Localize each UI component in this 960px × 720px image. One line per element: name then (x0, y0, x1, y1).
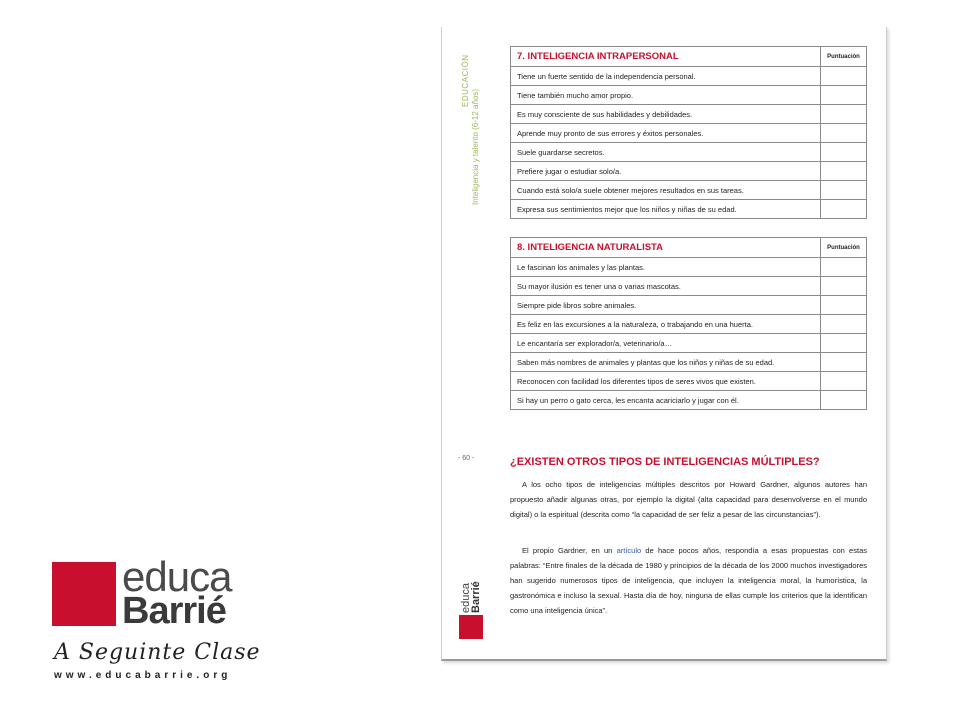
score-cell[interactable] (821, 296, 867, 315)
statement-cell: Es muy consciente de sus habilidades y debilidades. (511, 105, 821, 124)
score-cell[interactable] (821, 353, 867, 372)
table-row (511, 277, 867, 296)
statement-cell: Cuando está solo/a suele obtener mejores resultados en sus tareas. (511, 181, 821, 200)
paragraph (510, 477, 867, 522)
score-cell[interactable] (821, 277, 867, 296)
table-row (511, 181, 867, 200)
table-row (511, 315, 867, 334)
statement-cell: Aprende muy pronto de sus errores y éxitos personales. (511, 124, 821, 143)
statement-cell: Le encantaría ser explorador/a, veterinario/a… (511, 334, 821, 353)
score-cell[interactable] (821, 315, 867, 334)
score-cell[interactable] (821, 162, 867, 181)
statement-cell: Tiene también mucho amor propio. (511, 86, 821, 105)
educa-barrie-logo (52, 553, 261, 690)
table-row (511, 258, 867, 277)
website-url: www.educabarrie.org (54, 670, 232, 681)
table-row (511, 67, 867, 86)
statement-cell: Expresa sus sentimientos mejor que los niños y niñas de su edad. (511, 200, 821, 219)
statement-cell: Su mayor ilusión es tener una o varias mascotas. (511, 277, 821, 296)
page-number: - 60 - (458, 455, 475, 462)
score-cell[interactable] (821, 105, 867, 124)
score-cell[interactable] (821, 334, 867, 353)
paragraph-text: A los ocho tipos de inteligencias múltiples descritos por Howard Gardner, algunos autores han propuesto añadir algunas otras, por ejemplo la digital (alta capacidad para desenvolverse en el mundo digital) o la espiritual (descrita como “la capacidad de ser feliz a pesar de las circunstancias”). (510, 480, 867, 519)
side-label-education: EDUCACIÓN (461, 54, 470, 107)
statement-cell: Suele guardarse secretos. (511, 143, 821, 162)
table-row (511, 200, 867, 219)
score-cell[interactable] (821, 391, 867, 410)
table-row (511, 391, 867, 410)
section-heading: ¿EXISTEN OTROS TIPOS DE INTELIGENCIAS MÚLTIPLES? (510, 456, 820, 468)
document-page (441, 27, 887, 661)
logo-tagline: A Seguinte Clase (54, 640, 261, 665)
naturalist-table (510, 237, 867, 410)
statement-cell: Siempre pide libros sobre animales. (511, 296, 821, 315)
paragraph-text: El propio Gardner, en un (522, 546, 617, 555)
table-row (511, 143, 867, 162)
page-logo-wordmark: educa Barrié (460, 581, 482, 613)
statement-cell: Prefiere jugar o estudiar solo/a. (511, 162, 821, 181)
logo-red-square (52, 562, 116, 626)
score-column-header: Puntuación (821, 238, 867, 258)
score-cell[interactable] (821, 181, 867, 200)
paragraph (510, 543, 867, 618)
table-row (511, 372, 867, 391)
score-cell[interactable] (821, 143, 867, 162)
score-cell[interactable] (821, 372, 867, 391)
statement-cell: Si hay un perro o gato cerca, les encanta acariciarlo y jugar con él. (511, 391, 821, 410)
table-row (511, 353, 867, 372)
table-row (511, 124, 867, 143)
side-section-label (456, 47, 486, 217)
page-logo-square (459, 615, 483, 639)
score-column-header: Puntuación (821, 47, 867, 67)
statement-cell: Saben más nombres de animales y plantas que los niños y niñas de su edad. (511, 353, 821, 372)
logo-wordmark-educa: educa (122, 553, 232, 600)
paragraph-text: de hace pocos años, respondía a esas propuestas con estas palabras: “Entre finales de la década de 1980 y principios de la década de los 2000 muchos investigadores han sugerido numerosos tipos de inteligencia, que incluyen la inteligencia moral, la humorística, la gastronómica e incluso la sexual. Hasta día de hoy, ninguna de ellas cumple los criterios que la identifican como una inteligencia única”. (510, 546, 867, 615)
score-cell[interactable] (821, 86, 867, 105)
logo-wordmark-barrie: Barrié (122, 590, 226, 632)
statement-cell: Tiene un fuerte sentido de la independencia personal. (511, 67, 821, 86)
intrapersonal-table (510, 46, 867, 219)
table-row (511, 334, 867, 353)
table-row (511, 296, 867, 315)
article-link[interactable]: artículo (616, 546, 642, 555)
table-title: 7. INTELIGENCIA INTRAPERSONAL (511, 47, 821, 67)
score-cell[interactable] (821, 258, 867, 277)
page-logo (459, 577, 485, 639)
table-title: 8. INTELIGENCIA NATURALISTA (511, 238, 821, 258)
statement-cell: Le fascinan los animales y las plantas. (511, 258, 821, 277)
table-row (511, 162, 867, 181)
table-row (511, 105, 867, 124)
score-cell[interactable] (821, 67, 867, 86)
statement-cell: Es feliz en las excursiones a la naturaleza, o trabajando en una huerta. (511, 315, 821, 334)
table-row (511, 86, 867, 105)
score-cell[interactable] (821, 200, 867, 219)
score-cell[interactable] (821, 124, 867, 143)
statement-cell: Reconocen con facilidad los diferentes tipos de seres vivos que existen. (511, 372, 821, 391)
side-label-subtitle: Inteligencia y talento (6-12 años) (471, 88, 480, 205)
